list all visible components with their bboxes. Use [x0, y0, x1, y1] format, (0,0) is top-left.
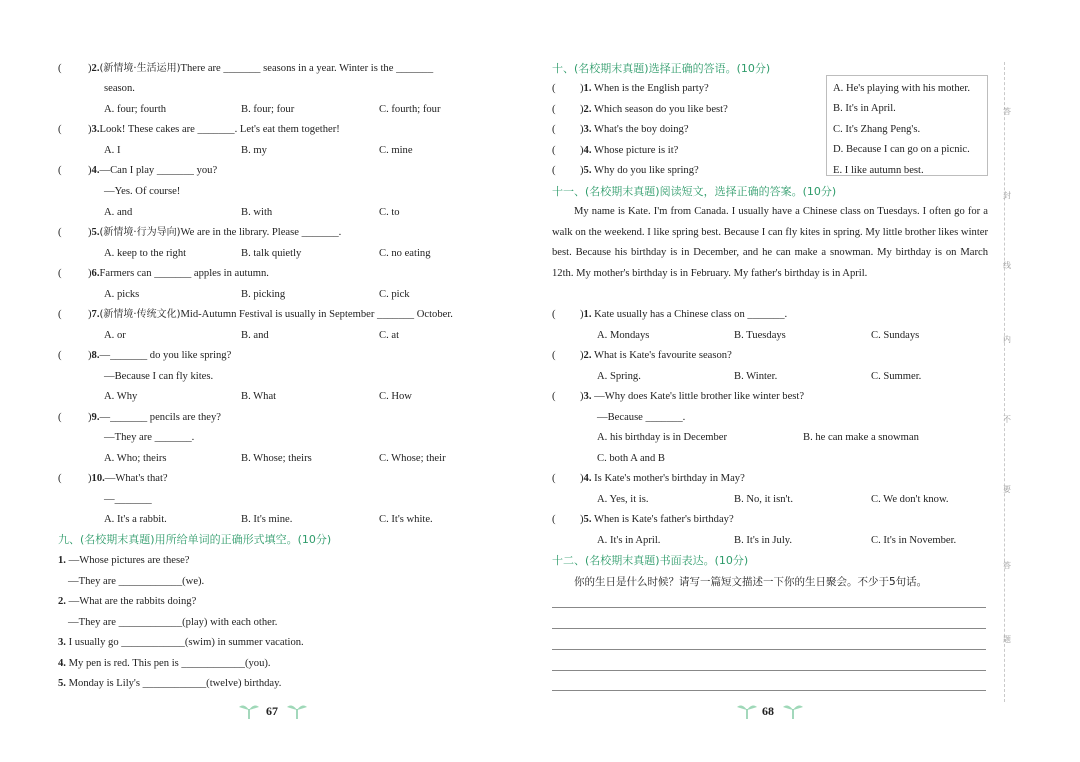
margin-char: 题 — [1003, 635, 1011, 644]
answer-paren[interactable]: ( — [552, 104, 556, 115]
reading-question-2: )2. What is Kate's favourite season? — [580, 350, 732, 361]
option-a: A. It's a rabbit. — [104, 514, 167, 525]
option-b: B. What — [241, 391, 277, 402]
page-number: 68 — [762, 704, 774, 718]
sprout-icon — [736, 700, 758, 720]
answer-paren[interactable]: ( — [552, 514, 556, 525]
answer-option: E. I like autumn best. — [833, 164, 924, 176]
answer-paren[interactable]: ( — [552, 124, 556, 135]
option-b: B. Tuesdays — [734, 330, 786, 341]
answer-paren[interactable]: ( — [552, 473, 556, 484]
option-b: B. and — [241, 330, 269, 341]
reading-passage: My name is Kate. I'm from Canada. I usually have a Chinese class on Tuesdays. I often go for a walk on the weekend. I like spring best. Because I can fly kites in spring. My little brother likes winter best. Because his birthday is in December, and he can make a snowman. My birthday is on March 12th. My mother's birthday is in February. My father's birthday is in April. — [552, 206, 988, 279]
question-10: )10.—What's that? — [88, 473, 168, 484]
option-c: C. It's in November. — [871, 535, 957, 546]
fill-item-4: 4. My pen is red. This pen is ____________(you). — [58, 658, 271, 669]
writing-line[interactable] — [552, 690, 986, 691]
answer-paren[interactable]: ( — [552, 391, 556, 402]
binding-margin — [1004, 62, 1021, 702]
sprout-icon — [238, 700, 260, 720]
answer-paren[interactable]: ( — [58, 350, 62, 361]
option-a: A. picks — [104, 289, 140, 300]
question-continuation: —Yes. Of course! — [104, 186, 181, 197]
fill-item-1: 1. —Whose pictures are these? — [58, 555, 190, 566]
question-4: )4.—Can I play _______ you? — [88, 165, 218, 176]
answer-option: A. He's playing with his mother. — [833, 83, 970, 94]
option-a: A. keep to the right — [104, 248, 187, 259]
option-b: B. It's mine. — [241, 514, 293, 525]
question-continuation: —_______ — [104, 494, 152, 505]
answer-paren[interactable]: ( — [58, 227, 62, 238]
answer-paren[interactable]: ( — [552, 309, 556, 320]
margin-char: 线 — [1003, 261, 1011, 270]
question-8: )8.—_______ do you like spring? — [88, 350, 232, 361]
page-number: 67 — [266, 704, 278, 718]
option-a: A. or — [104, 330, 126, 341]
option-b: B. with — [241, 207, 273, 218]
option-c: C. Whose; their — [379, 453, 446, 464]
margin-char: 封 — [1003, 191, 1011, 200]
section-9-heading: 九、(名校期末真题)用所给单词的正确形式填空。(10分) — [58, 533, 332, 546]
margin-char: 要 — [1003, 485, 1011, 494]
answer-option: D. Because I can go on a picnic. — [833, 144, 970, 156]
writing-prompt: 你的生日是什么时候？请写一篇短文描述一下你的生日聚会。不少于5句话。 — [574, 576, 928, 588]
answer-paren[interactable]: ( — [552, 165, 556, 176]
section-10-heading: 十、(名校期末真题)选择正确的答语。(10分) — [552, 62, 771, 75]
question-continuation: —Because _______. — [597, 412, 686, 423]
option-b: B. talk quietly — [241, 248, 302, 259]
question-5: )5.(新情境·行为导向)We are in the library. Please _______. — [88, 227, 342, 238]
reading-question-3: )3. —Why does Kate's little brother like winter best? — [580, 391, 805, 402]
option-a: A. Who; theirs — [104, 453, 167, 464]
answer-paren[interactable]: ( — [58, 309, 62, 320]
writing-line[interactable] — [552, 670, 986, 671]
match-question-5: )5. Why do you like spring? — [580, 165, 699, 176]
margin-char: 不 — [1003, 415, 1011, 424]
option-c: C. We don't know. — [871, 494, 949, 505]
question-9: )9.—_______ pencils are they? — [88, 412, 221, 423]
option-a: A. I — [104, 145, 121, 156]
margin-char: 答 — [1003, 107, 1011, 116]
match-question-2: )2. Which season do you like best? — [580, 104, 728, 115]
option-a: A. four; fourth — [104, 104, 167, 115]
option-b: B. No, it isn't. — [734, 494, 794, 505]
answer-paren[interactable]: ( — [552, 83, 556, 94]
match-question-4: )4. Whose picture is it? — [580, 145, 679, 156]
option-c: C. pick — [379, 289, 410, 300]
option-b: B. picking — [241, 289, 286, 300]
option-a: A. Why — [104, 391, 138, 402]
option-b: B. Winter. — [734, 371, 778, 382]
option-c: C. fourth; four — [379, 104, 441, 115]
sprout-icon — [286, 700, 308, 720]
option-a: A. Yes, it is. — [597, 494, 649, 505]
option-c: C. Sundays — [871, 330, 920, 341]
fill-answer-line: —They are ____________(we). — [68, 576, 205, 587]
writing-line[interactable] — [552, 607, 986, 608]
option-b: B. he can make a snowman — [803, 432, 919, 443]
answer-paren[interactable]: ( — [552, 350, 556, 361]
option-c: C. both A and B — [597, 453, 665, 464]
option-a: A. Mondays — [597, 330, 650, 341]
answer-paren[interactable]: ( — [552, 145, 556, 156]
question-6: )6.Farmers can _______ apples in autumn. — [88, 268, 269, 279]
answer-option: B. It's in April. — [833, 103, 896, 115]
question-continuation: —Because I can fly kites. — [104, 371, 214, 382]
option-b: B. my — [241, 145, 267, 156]
question-7: )7.(新情境·传统文化)Mid-Autumn Festival is usually in September _______ October. — [88, 309, 453, 320]
sprout-icon — [782, 700, 804, 720]
answer-paren[interactable]: ( — [58, 412, 62, 423]
option-c: C. no eating — [379, 248, 431, 259]
answer-paren[interactable]: ( — [58, 268, 62, 279]
option-a: A. It's in April. — [597, 535, 661, 546]
fill-answer-line: —They are ____________(play) with each other. — [68, 617, 278, 628]
option-c: C. at — [379, 330, 400, 341]
answer-paren[interactable]: ( — [58, 63, 62, 74]
fill-item-3: 3. I usually go ____________(swim) in summer vacation. — [58, 637, 304, 648]
option-c: C. It's white. — [379, 514, 433, 525]
option-c: C. to — [379, 207, 400, 218]
answer-option: C. It's Zhang Peng's. — [833, 123, 921, 135]
section-11-heading: 十一、(名校期末真题)阅读短文，选择正确的答案。(10分) — [552, 185, 837, 198]
option-b: B. Whose; theirs — [241, 453, 312, 464]
reading-question-5: )5. When is Kate's father's birthday? — [580, 514, 734, 525]
question-continuation: season. — [104, 83, 135, 94]
option-a: A. Spring. — [597, 371, 641, 382]
writing-line[interactable] — [552, 628, 986, 629]
option-c: C. Summer. — [871, 371, 922, 382]
question-2: )2.(新情境·生活运用)There are _______ seasons in a year. Winter is the _______ — [88, 63, 434, 74]
answer-paren[interactable]: ( — [58, 473, 62, 484]
margin-char: 答 — [1003, 561, 1011, 570]
answer-options-box — [826, 75, 988, 176]
answer-paren[interactable]: ( — [58, 124, 62, 135]
reading-question-4: )4. Is Kate's mother's birthday in May? — [580, 473, 745, 484]
match-question-1: )1. When is the English party? — [580, 83, 709, 94]
fill-item-5: 5. Monday is Lily's ____________(twelve) birthday. — [58, 678, 282, 689]
option-b: B. It's in July. — [734, 535, 793, 546]
writing-line[interactable] — [552, 649, 986, 650]
option-b: B. four; four — [241, 104, 295, 115]
option-a: A. and — [104, 207, 133, 218]
question-continuation: —They are _______. — [104, 432, 195, 443]
fill-item-2: 2. —What are the rabbits doing? — [58, 596, 197, 607]
answer-paren[interactable]: ( — [58, 165, 62, 176]
question-3: )3.Look! These cakes are _______. Let's eat them together! — [88, 124, 340, 135]
section-12-heading: 十二、(名校期末真题)书面表达。(10分) — [552, 554, 749, 567]
match-question-3: )3. What's the boy doing? — [580, 124, 689, 135]
option-c: C. mine — [379, 145, 413, 156]
option-c: C. How — [379, 391, 412, 402]
reading-question-1: )1. Kate usually has a Chinese class on _______. — [580, 309, 788, 320]
option-a: A. his birthday is in December — [597, 432, 728, 443]
margin-char: 内 — [1003, 335, 1011, 344]
